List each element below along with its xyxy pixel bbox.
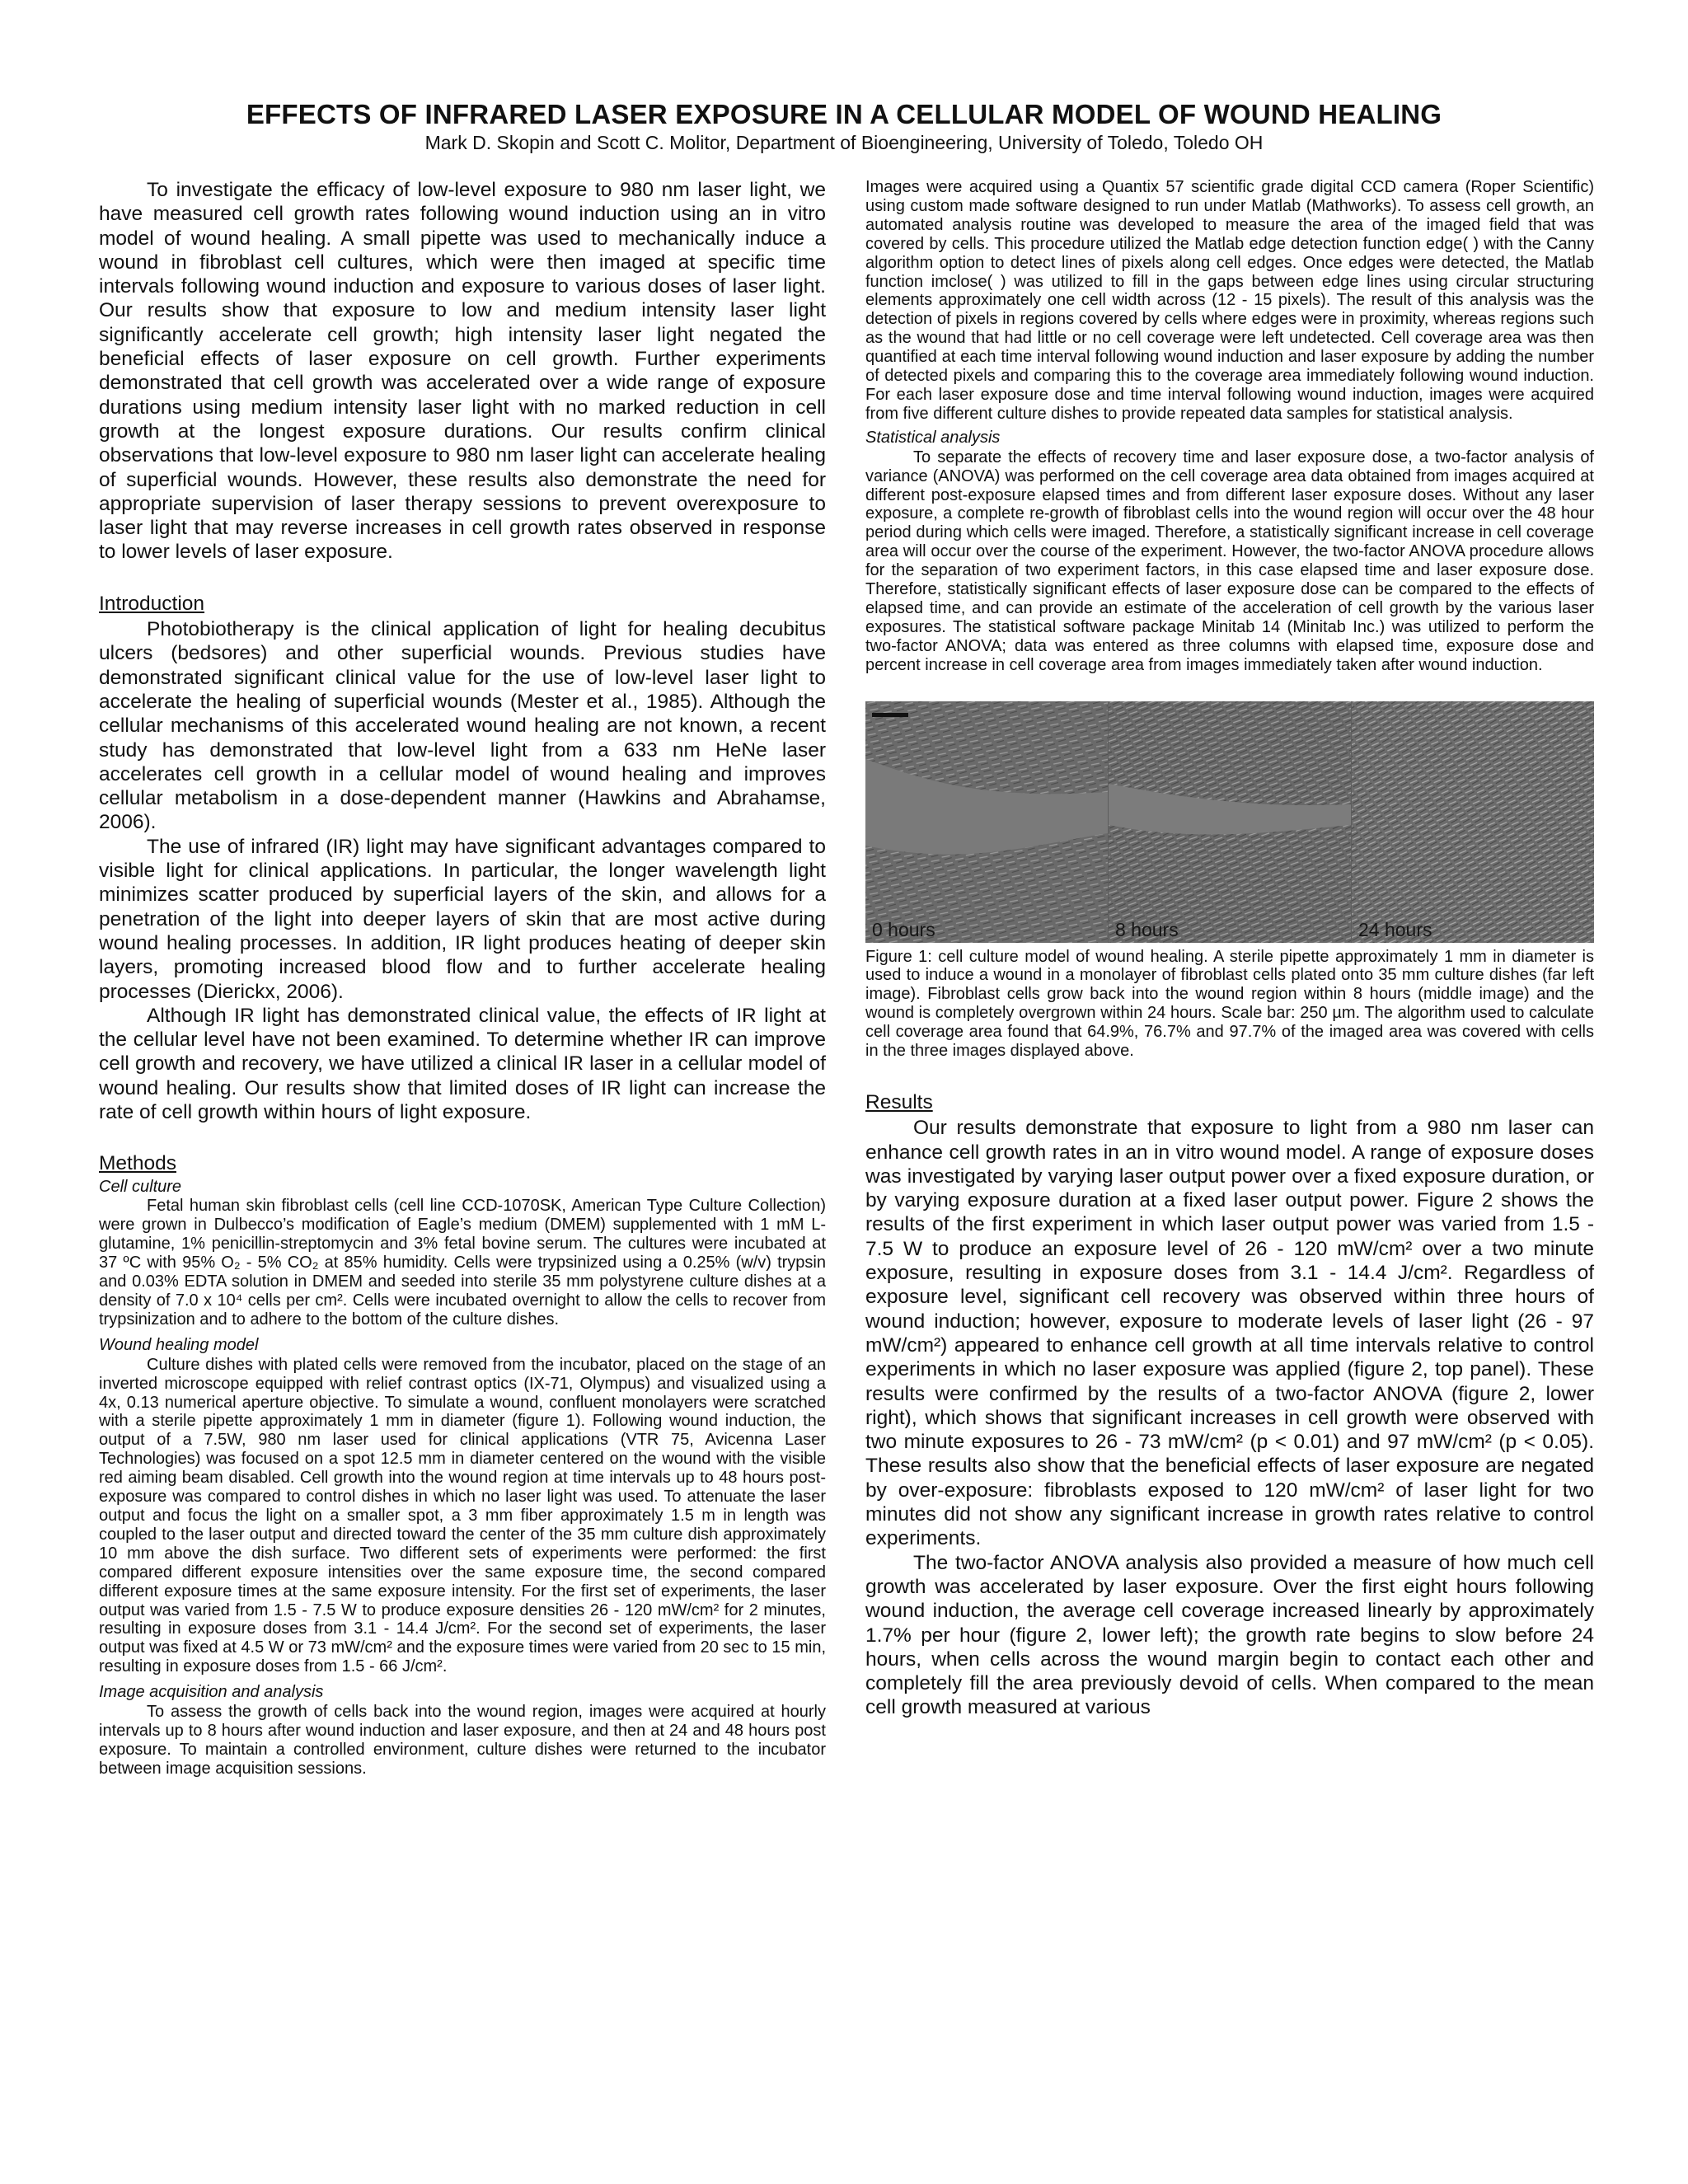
panel-label-0: 0 hours (872, 918, 935, 940)
paper-authors: Mark D. Skopin and Scott C. Molitor, Department of Bioengineering, University of Toledo, Toledo OH (424, 132, 1264, 153)
intro-paragraph-2: The use of infrared (IR) light may have significant advantages compared to visible light for clinical applications. In particular, the longer wavelength light minimizes scatter produced by superficial layers of the skin, and allows for a penetration of the light into deeper layers of skin that are most active during wound healing processes. In addition, IR light produces heating of deeper skin layers, promoting increased blood flow and to further accelerate healing processes (Dierickx, 2006). (99, 835, 826, 1003)
scale-bar (872, 713, 908, 717)
left-column (99, 178, 826, 1779)
panel-label-24: 24 hours (1358, 918, 1432, 940)
results-paragraph-2: The two-factor ANOVA analysis also provided a measure of how much cell growth was accelerated by laser exposure. Over the first eight hours following wound induction, the average cell coverage increased linearly by approximately 1.7% per hour (figure 2, lower left); the growth rate begins to slow before 24 hours, when cells across the wound margin begin to contact each other and completely fill the area previously devoid of cells. When compared to the mean cell growth measured at various (865, 1551, 1594, 1719)
wound-model-text: Culture dishes with plated cells were removed from the incubator, placed on the stage of an inverted microscope equipped with relief contrast optics (IX-71, Olympus) and visualized using a 4x, 0.13 numerical aperture objective. To simulate a wound, confluent monolayers were scratched with a sterile pipette approximately 1 mm in diameter (figure 1). Following wound induction, the output of a 7.5W, 980 nm laser used for clinical applications (VTR 75, Avicenna Laser Technologies) was focused on a spot 12.5 mm in diameter centered on the wound with the visible red aiming beam disabled. Cell growth into the wound region at time intervals up to 48 hours post-exposure was compared to control dishes in which no laser light was used. To attenuate the laser output and focus the light on a smaller spot, a 3 mm fiber approximately 1.5 m in length was coupled to the laser output and directed toward the center of the 35 mm culture dish approximately 10 mm above the dish surface. Two different sets of experiments were performed: the first compared different exposure intensities over the same exposure time, the second compared different exposure times at the same exposure intensity. For the first set of experiments, the laser output was varied from 1.5 - 7.5 W to produce exposure densities 26 - 120 mW/cm² for 2 minutes, resulting in exposure doses from 3.1 - 14.4 J/cm². For the second set of experiments, the laser output was fixed at 4.5 W or 73 mW/cm² and the exposure times were varied from 20 sec to 15 min, resulting in exposure doses from 1.5 - 66 J/cm². (99, 1355, 826, 1676)
micrograph-24-hours (1352, 701, 1594, 943)
image-acquisition-text-right: Images were acquired using a Quantix 57 scientific grade digital CCD camera (Roper Scientific) using custom made software designed to run under Matlab (Mathworks). To assess cell growth, an automated analysis routine was developed to measure the area of the imaged field that was covered by cells. This procedure utilized the Matlab edge detection function edge( ) with the Canny algorithm option to detect lines of pixels along cell edges. Once edges were detected, the Matlab function imclose( ) was utilized to fill in the gaps between edge lines using circular structuring elements approximately one cell width across (12 - 15 pixels). The result of this analysis was the detection of pixels in regions covered by cells where edges were in proximity, whereas regions such as the wound that had little or no cell coverage were left undetected. Cell coverage area was then quantified at each time interval following wound induction and laser exposure by adding the number of detected pixels and comparing this to the coverage area immediately following wound induction. For each laser exposure dose and time interval following wound induction, images were acquired from five different culture dishes to provide repeated data samples for statistical analysis. (865, 178, 1594, 423)
statistical-analysis-text: To separate the effects of recovery time and laser exposure dose, a two-factor analysis of variance (ANOVA) was performed on the cell coverage area data obtained from images acquired at different post-exposure elapsed times and from different laser exposure doses. Without any laser exposure, a complete re-growth of fibroblast cells into the wound region will occur over the 48 hour period during which cells were imaged. Therefore, a statistically significant increase in cell coverage area will occur over the course of the experiment. However, the two-factor ANOVA procedure allows for the separation of two experiment factors, in this case elapsed time and laser exposure dose. Therefore, statistically significant effects of laser exposure dose can be compared to the effects of elapsed time, and can provide an estimate of the acceleration of cell growth by the various laser exposures. The statistical software package Minitab 14 (Minitab Inc.) was utilized to perform the two-factor ANOVA; data was entered as three columns with elapsed time, exposure dose and percent increase in cell coverage area from images immediately taken after wound induction. (865, 448, 1594, 674)
results-paragraph-1: Our results demonstrate that exposure to light from a 980 nm laser can enhance cell growth rates in an in vitro wound model. A range of exposure doses was investigated by varying laser output power over a fixed exposure duration, or by varying exposure duration at a fixed laser output power. Figure 2 shows the results of the first experiment in which laser output power was varied from 1.5 - 7.5 W to produce an exposure level of 26 - 120 mW/cm² over a two minute exposure, resulting in exposure doses from 3.1 - 14.4 J/cm². Regardless of exposure level, significant cell recovery was observed within three hours of wound induction; however, exposure to moderate levels of laser light (26 - 97 mW/cm²) appeared to enhance cell growth at all time intervals relative to control experiments in which no laser exposure was applied (figure 2, top panel). These results were confirmed by the results of a two-factor ANOVA (figure 2, lower right), which shows that significant increases in cell growth were observed with two minute exposures to 26 - 73 mW/cm² (p < 0.01) and 97 mW/cm² (p < 0.05). These results also show that the beneficial effects of laser exposure are negated by over-exposure: fibroblasts exposed to 120 mW/cm² of laser light for two minutes did not show any significant increase in growth rates relative to control experiments. (865, 1117, 1594, 1550)
image-acquisition-text-left: To assess the growth of cells back into the wound region, images were acquired at hourly intervals up to 8 hours after wound induction and laser exposure, and then at 24 and 48 hours post exposure. To maintain a controlled environment, culture dishes were returned to the incubator between image acquisition sessions. (99, 1703, 826, 1778)
micrograph-image-8-hours (1109, 701, 1351, 943)
methods-heading: Methods (99, 1152, 176, 1175)
micrograph-8-hours (1109, 701, 1351, 943)
intro-paragraph-3: Although IR light has demonstrated clinical value, the effects of IR light at the cellular level have not been examined. To determine whether IR can improve cell growth and recovery, we have utilized a clinical IR laser in a cellular model of wound healing. Our results show that limited doses of IR light can increase the rate of cell growth within hours of light exposure. (99, 1004, 826, 1123)
micrograph-0-hours (865, 701, 1108, 943)
paper-title: EFFECTS OF INFRARED LASER EXPOSURE IN A CELLULAR MODEL OF WOUND HEALING (246, 99, 1442, 129)
micrograph-image-0-hours (865, 701, 1108, 943)
micrograph-image-24-hours (1352, 701, 1594, 943)
results-heading: Results (865, 1091, 933, 1113)
statistical-analysis-heading: Statistical analysis (865, 428, 1001, 447)
abstract: To investigate the efficacy of low-level exposure to 980 nm laser light, we have measured cell growth rates following wound induction using an in vitro model of wound healing. A small pipette was used to mechanically induce a wound in fibroblast cell cultures, which were then imaged at specific time intervals following wound induction and exposure to various doses of laser light. Our results show that exposure to low and medium intensity laser light significantly accelerate cell growth; high intensity laser light negated the beneficial effects of laser exposure on cell growth. Further experiments demonstrated that cell growth was accelerated over a wide range of exposure durations using medium intensity laser light with no marked reduction in cell growth at the longest exposure durations. Our results confirm clinical observations that low-level exposure to 980 nm laser light can accelerate healing of superficial wounds. However, these results also demonstrate the need for appropriate supervision of laser therapy sessions to prevent overexposure to laser light that may reverse increases in cell growth rates observed in response to lower levels of laser exposure. (99, 179, 826, 564)
figure-1-caption: Figure 1: cell culture model of wound healing. A sterile pipette approximately 1 mm in diameter is used to induce a wound in a monolayer of fibroblast cells plated onto 35 mm culture dishes (far left image). Fibroblast cells grow back into the wound region within 8 hours (middle image) and the wound is completely overgrown within 24 hours. Scale bar: 250 µm. The algorithm used to calculate cell coverage area found that 64.9%, 76.7% and 97.7% of the imaged area was covered with cells in the three images displayed above. (865, 947, 1594, 1061)
image-acquisition-heading: Image acquisition and analysis (99, 1683, 324, 1702)
cell-culture-text: Fetal human skin fibroblast cells (cell line CCD-1070SK, American Type Culture Collection) were grown in Dulbecco’s modification of Eagle’s medium (DMEM) supplemented with 1 mM L-glutamine, 1% penicillin-streptomycin and 3% fetal bovine serum. The cultures were incubated at 37 ºC with 95% O₂ - 5% CO₂ at 85% humidity. Cells were trypsinized using a 0.25% (w/v) trypsin and 0.03% EDTA solution in DMEM and seeded into sterile 35 mm polystyrene culture dishes at a density of 7.0 x 10⁴ cells per cm². Cells were incubated overnight to allow the cells to recover from trypsinization and to adhere to the bottom of the culture dishes. (99, 1197, 826, 1329)
wound-model-heading: Wound healing model (99, 1335, 259, 1354)
figure-1-micrographs (865, 701, 1594, 943)
cell-culture-heading: Cell culture (99, 1177, 182, 1196)
right-column (865, 178, 1594, 1720)
intro-paragraph-1: Photobiotherapy is the clinical application of light for healing decubitus ulcers (bedsores) and other superficial wounds. Previous studies have demonstrated significant clinical value for the use of low-level laser light to accelerate the healing of superficial wounds (Mester et al., 1985). Although the cellular mechanisms of this accelerated wound healing are not known, a recent study has demonstrated that low-level light from a 633 nm HeNe laser accelerates cell growth in a cellular model of wound healing and improves cellular metabolism in a dose-dependent manner (Hawkins and Abrahamse, 2006). (99, 618, 826, 834)
panel-label-8: 8 hours (1115, 918, 1179, 940)
introduction-heading: Introduction (99, 592, 205, 615)
